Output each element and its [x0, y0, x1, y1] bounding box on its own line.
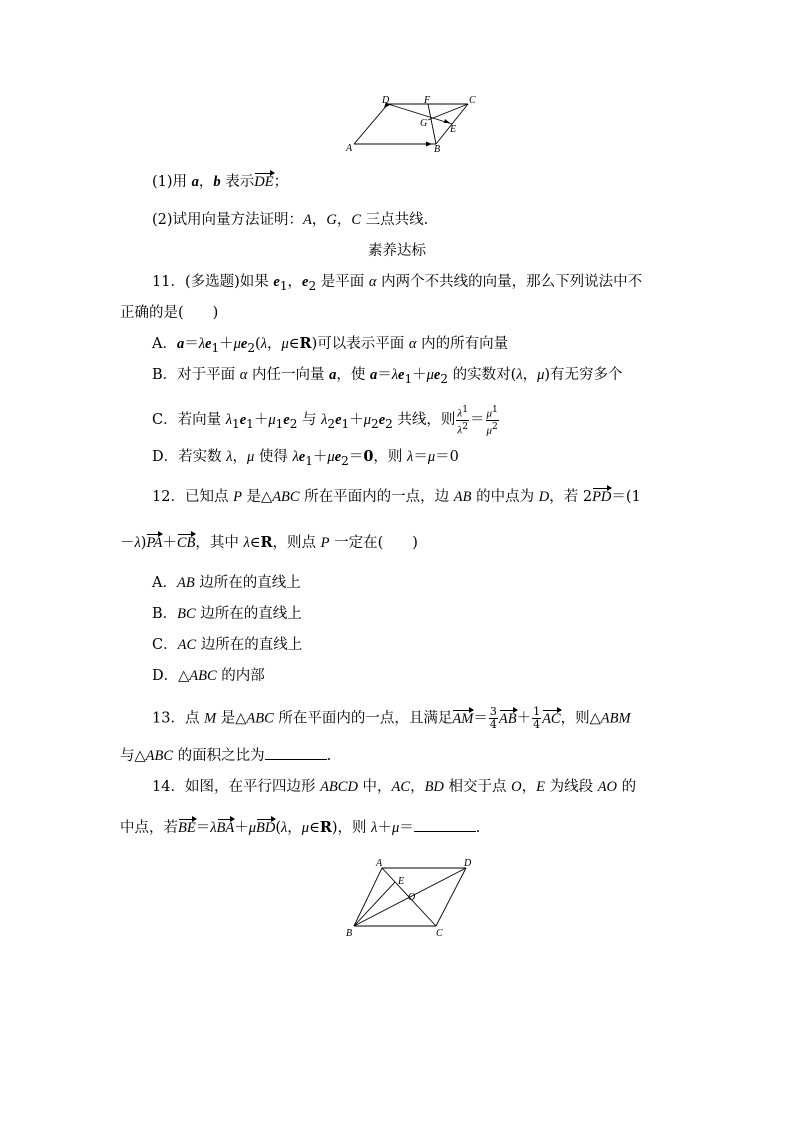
q13-stem-line2: 与△ABC 的面积之比为 .: [120, 745, 331, 766]
q12-option-d: D．△ABC 的内部: [152, 668, 265, 684]
q12-option-a: A．AB 边所在的直线上: [152, 575, 301, 591]
q13-stem-line1: 13．点 M 是△ABC 所在平面内的一点，且满足AM＝ $\frac{3}{4}$ AB＋ $\frac{1}{4}$ AC，则△ABM: [152, 705, 631, 731]
label-A: A: [376, 858, 383, 869]
label-O: O: [408, 892, 416, 903]
label-B: B: [346, 928, 353, 939]
q14-stem-line2: 中点，若BE＝λBA＋μBD(λ，μ∈R)，则 λ＋μ＝ .: [120, 819, 481, 836]
q14-answer-blank[interactable]: [414, 817, 476, 832]
label-F: F: [424, 95, 431, 106]
q11-stem-line2: 正确的是( ): [120, 305, 219, 321]
label-B: B: [434, 144, 441, 154]
label-E: E: [398, 876, 405, 887]
q10-part2: (2)试用向量方法证明：A，G，C 三点共线.: [152, 212, 429, 228]
label-A: A: [346, 143, 353, 154]
label-G: G: [420, 118, 428, 129]
figure-parallelogram-q10: [340, 94, 480, 154]
q14-stem-line1: 14．如图，在平行四边形 ABCD 中，AC，BD 相交于点 O，E 为线段 AO 的: [152, 779, 637, 795]
q12-option-c: C．AC 边所在的直线上: [152, 637, 303, 653]
q10-part1: (1)用 a，b 表示DE；: [152, 174, 289, 190]
q11-option-b: B．对于平面 α 内任一向量 a，使 $a=\lambda e_1+\mu e_2$ 的实数对(λ，μ)有无穷多个: [152, 367, 623, 386]
q11-option-c: C．若向量 $\lambda_1e_1+\mu_1e_2$ 与 $\lambda_2e_1+\mu_2e_2$ 共线，则 $\frac{\lambda^1}{\lambda^2}$ ＝ $\frac{\mu^1}{\mu^2}$: [152, 404, 498, 437]
label-D: D: [382, 95, 390, 106]
q11-stem-line1: 11．(多选题)如果 $e_1$，$e_2$ 是平面 α 内两个不共线的向量，那么下列说法中不: [152, 274, 643, 293]
q12-stem-line1: 12．已知点 P 是△ABC 所在平面内的一点，边 AB 的中点为 D，若 2PD＝(1: [152, 489, 641, 505]
q12-stem-line2: －λ)PA＋CB，其中 λ∈R，则点 P 一定在( ): [120, 534, 418, 551]
label-D: D: [464, 858, 472, 869]
label-E: E: [450, 124, 457, 135]
figure-parallelogram-q14: [342, 856, 478, 940]
section-title: 素养达标: [368, 243, 426, 259]
q12-option-b: B．BC 边所在的直线上: [152, 606, 302, 622]
q11-option-d: D．若实数 λ，μ 使得 $\lambda e_1+\mu e_2=0$，则 λ＝μ＝0: [152, 448, 459, 468]
q11-option-a: A．$a=\lambda e_1+\mu e_2(\lambda$，μ∈R)可以表示平面 α 内的所有向量: [152, 335, 509, 355]
label-C: C: [469, 95, 476, 106]
label-C: C: [436, 928, 443, 939]
q13-answer-blank[interactable]: [265, 745, 327, 760]
